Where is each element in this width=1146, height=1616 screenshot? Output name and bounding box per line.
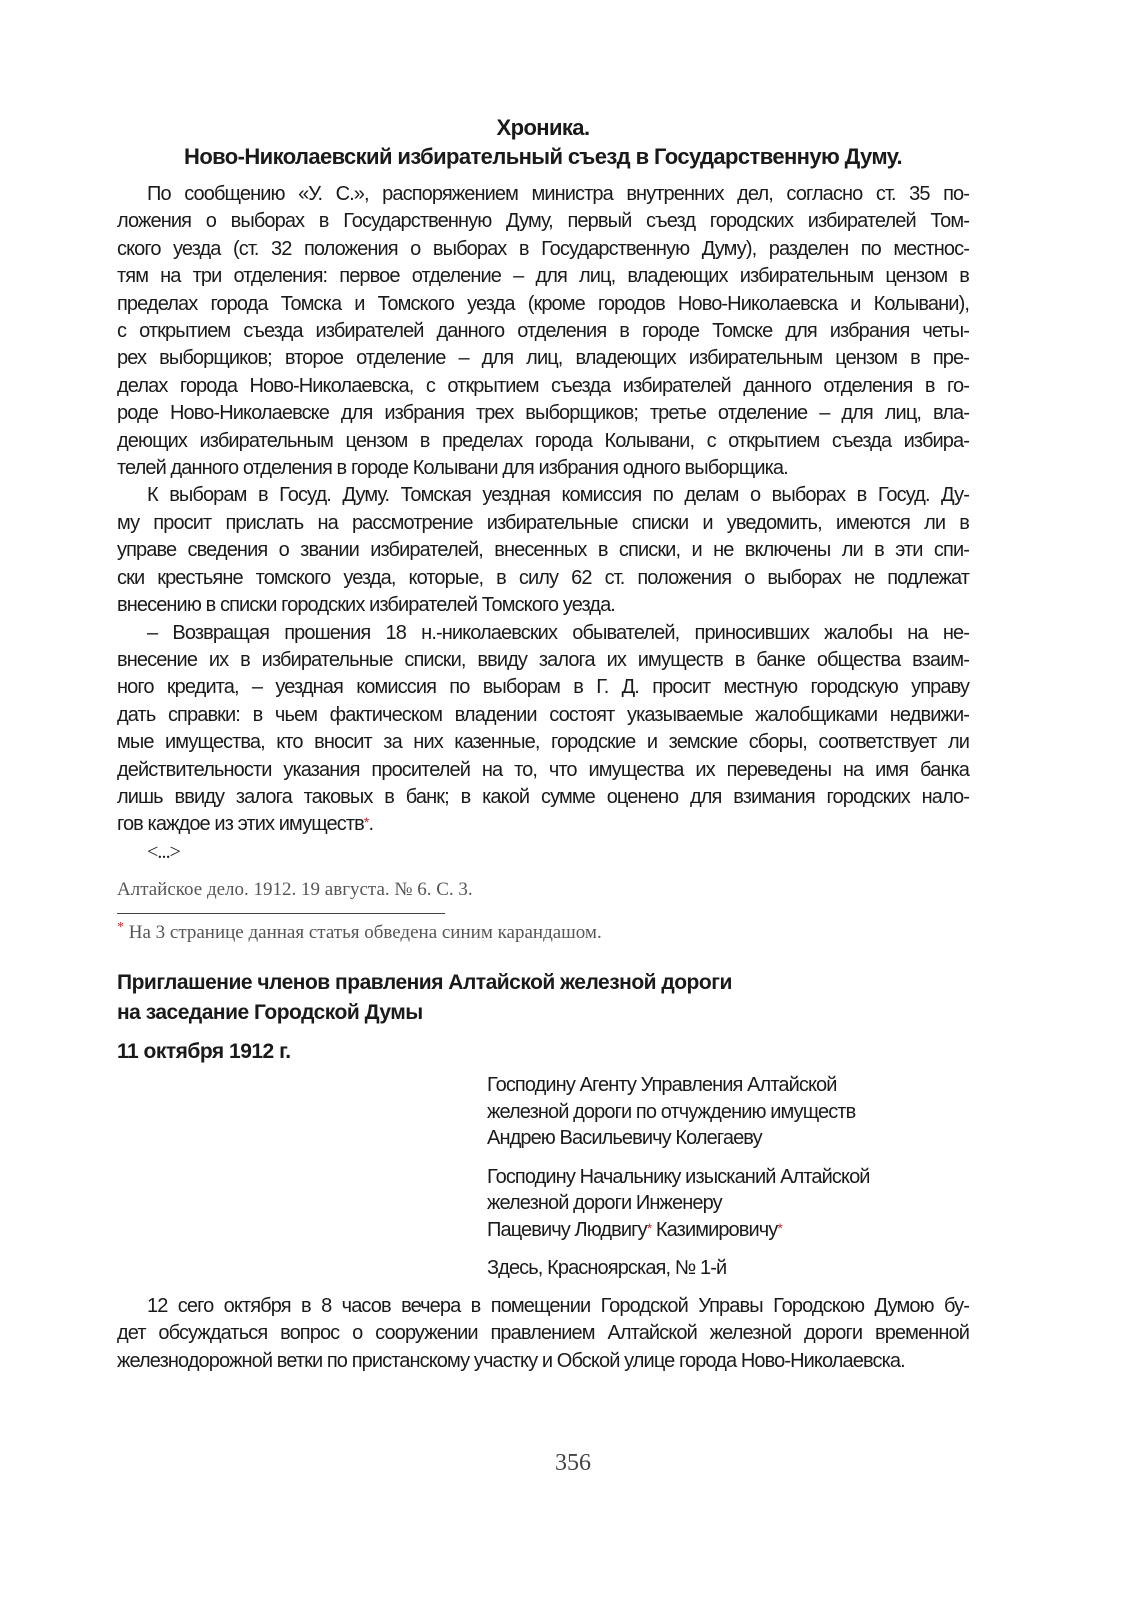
text-line	[117, 345, 969, 372]
address-line: Здесь, Красноярская, № 1-й	[487, 1257, 727, 1279]
footnote-marker: *	[117, 920, 124, 935]
text-line	[117, 428, 969, 455]
text-line-content: дать справки: в чьем фактическом владении состоят указываемые жалобщиками недвижи-	[117, 703, 969, 726]
text-line	[117, 811, 969, 838]
text-line-content: внесению в списки городских избирателей Томского уезда.	[117, 594, 615, 617]
paragraph	[117, 181, 969, 482]
text-line-content: действительности указания просителей на то, что имущества их переведены на имя банка	[117, 758, 969, 781]
text-line	[117, 181, 969, 208]
text-line-content: – Возвращая прошения 18 н.-николаевских обывателей, приносивших жалобы на не-	[147, 621, 969, 644]
addressee-line: Господину Агенту Управления Алтайской	[487, 1074, 837, 1096]
footnote-divider	[117, 913, 445, 914]
text-line	[117, 565, 969, 592]
text-line	[117, 537, 969, 564]
text-line-content: рех выборщиков; второе отделение – для лиц, владеющих избирательным цензом в пре-	[117, 347, 969, 370]
letter-body	[117, 1293, 969, 1375]
text-line-content: пределах города Томска и Томского уезда (кроме городов Ново-Николаевска и Колывани),	[117, 292, 969, 315]
text-line-content: мые имущества, кто вносит за них казенные, городские и земские сборы, соответствует ли	[117, 731, 969, 754]
footnote	[117, 922, 602, 944]
text-line	[117, 620, 969, 647]
addressee	[487, 1072, 870, 1152]
footnote-text: На 3 странице данная статья обведена синим карандашом.	[128, 922, 602, 943]
text-line-content: делах города Ново-Николаевска, с открытием съезда избирателей данного отделения в го-	[117, 374, 969, 397]
text-line-content: ски крестьяне томского уезда, которые, в силу 62 ст. положения о выборах не подлежат	[117, 566, 969, 589]
text-line	[117, 702, 969, 729]
paragraph	[117, 482, 969, 619]
text-line	[117, 291, 969, 318]
article-title: Ново-Николаевский избирательный съезд в Государственную Думу.	[184, 144, 902, 169]
paragraph	[117, 1293, 969, 1375]
text-line-content: тям на три отделения: первое отделение – для лиц, владеющих избирательным цензом в	[117, 265, 969, 288]
text-line-content: гов каждое из этих имуществ	[117, 813, 364, 836]
addressee-line	[487, 1217, 870, 1244]
text-line	[117, 592, 969, 619]
document-title	[117, 968, 732, 1067]
text-line	[117, 318, 969, 345]
text-line-content: дет обсуждаться вопрос о сооружении правлением Алтайской железной дороги временной	[117, 1322, 969, 1345]
text-line	[117, 1293, 969, 1320]
text-line-content: К выборам в Госуд. Думу. Томская уездная комиссия по делам о выборах в Госуд. Ду-	[147, 484, 969, 507]
text-line	[117, 482, 969, 509]
text-line	[117, 1348, 969, 1375]
text-line-content: ского уезда (ст. 32 положения о выборах в Государственную Думу), разделен по местнос-	[117, 237, 969, 260]
text-line	[117, 400, 969, 427]
footnote-marker: *	[646, 1219, 652, 1236]
text-line-content: железнодорожной ветки по пристанскому участку и Обской улице города Ново-Николаевска.	[117, 1349, 905, 1372]
text-line	[117, 647, 969, 674]
text-line	[117, 784, 969, 811]
text-line-content: ложения о выборах в Государственную Думу, первый съезд городских избирателей Том-	[117, 210, 969, 233]
text-line	[117, 236, 969, 263]
source-citation: Алтайское дело. 1912. 19 августа. № 6. С. 3.	[117, 879, 473, 900]
text-line-content: управе сведения о звании избирателей, внесенных в списки, и не включены ли в эти спи-	[117, 539, 969, 562]
text-line-content: 12 сего октября в 8 часов вечера в помещении Городской Управы Городскою Думою бу-	[147, 1295, 969, 1317]
addressee-line: Андрею Васильевичу Колегаеву	[487, 1127, 762, 1149]
addressee	[487, 1164, 870, 1244]
addressee-line: железной дороги Инженеру	[487, 1192, 722, 1214]
text-line	[117, 674, 969, 701]
addressee-line: железной дороги по отчуждению имуществ	[487, 1100, 856, 1123]
text-line-content: телей данного отделения в городе Колывани для избрания одного выборщика.	[117, 457, 788, 480]
text-line	[117, 757, 969, 784]
footnote-marker: *	[363, 814, 369, 831]
text-line	[117, 208, 969, 235]
article-body	[117, 181, 969, 866]
document-title-line: Приглашение членов правления Алтайской железной дороги	[117, 971, 732, 994]
text-line	[117, 373, 969, 400]
text-line-content: ного кредита, – уездная комиссия по выборам в Г. Д. просит местную городскую управу	[117, 676, 969, 699]
text-line-content: деющих избирательным цензом в пределах города Колывани, с открытием съезда избира-	[117, 429, 969, 452]
text-line-content: му просит прислать на рассмотрение избирательные списки и уведомить, имеются ли в	[117, 511, 969, 534]
addressee-block	[487, 1072, 870, 1282]
text-line	[117, 263, 969, 290]
section-heading: Хроника.	[496, 115, 590, 140]
ellipsis: <...>	[147, 840, 181, 863]
text-line	[117, 510, 969, 537]
text-line-content: лишь ввиду залога таковых в банк; в какой сумме оценено для взимания городских нало-	[117, 785, 969, 808]
page-number: 356	[555, 1450, 591, 1476]
footnote-marker: *	[777, 1219, 782, 1236]
paragraph	[117, 620, 969, 839]
text-line	[117, 1320, 969, 1347]
name-part: Казимировичу	[655, 1218, 778, 1241]
name-part: Пацевичу Людвигу	[487, 1218, 647, 1241]
punctuation: .	[368, 813, 374, 836]
text-line-content: внесение их в избирательные списки, ввиду залога их имуществ в банке общества взаим-	[117, 648, 969, 671]
addressee-line: Господину Начальнику изысканий Алтайской	[487, 1165, 870, 1188]
text-line-content: По сообщению «У. С.», распоряжением министра внутренних дел, согласно ст. 35 по-	[147, 183, 969, 205]
document-date: 11 октября 1912 г.	[117, 1040, 291, 1063]
text-line	[117, 729, 969, 756]
text-line-content: роде Ново-Николаевске для избрания трех выборщиков; третье отделение – для лиц, вла-	[117, 402, 969, 425]
text-line-content: с открытием съезда избирателей данного отделения в городе Томске для избрания четы-	[117, 320, 969, 343]
document-title-line: на заседание Городской Думы	[117, 1001, 423, 1024]
text-line	[117, 455, 969, 482]
